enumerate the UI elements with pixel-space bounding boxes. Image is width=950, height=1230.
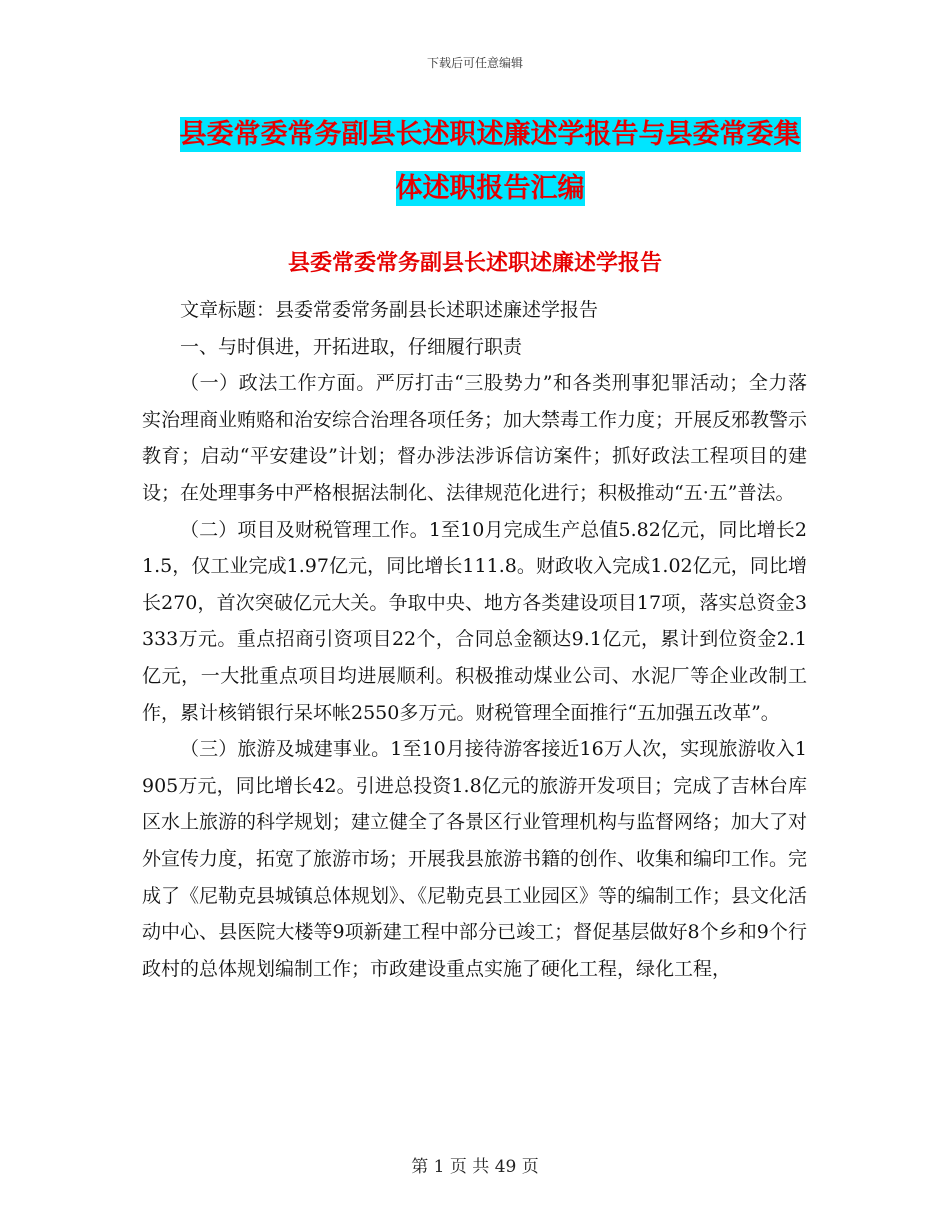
page-footer: 第 1 页 共 49 页 <box>411 1157 539 1177</box>
main-title <box>150 108 830 216</box>
paragraph-tourism-construction: （三）旅游及城建事业。1至10月接待游客接近16万人次，实现旅游收入1905万元，同比增长42。引进总投资1.8亿元的旅游开发项目；完成了吉林台库区水上旅游的科学规划；建立健全了各景区行业管理机构与监督网络；加大了对外宣传力度，拓宽了旅游市场；开展我县旅游书籍的创作、收集和编印工作。完成了《尼勒克县城镇总体规划》、《尼勒克县工业园区》等的编制工作；县文化活动中心、县医院大楼等9项新建工程中部分已竣工；督促基层做好8个乡和9个行政村的总体规划编制工作；市政建设重点实施了硬化工程，绿化工程， <box>142 738 808 980</box>
document-body <box>142 292 807 987</box>
paragraph-politics-law: （一）政法工作方面。严厉打击“三股势力”和各类刑事犯罪活动；全力落实治理商业贿赂和治安综合治理各项任务；加大禁毒工作力度；开展反邪教警示教育；启动“平安建设”计划；督办涉法涉诉信访案件；抓好政法工程项目的建设；在处理事务中严格根据法制化、法律规范化进行；积极推动“五·五”普法。 <box>142 372 808 504</box>
main-title-line-2: 体述职报告汇编 <box>395 173 585 204</box>
sub-title: 县委常委常务副县长述职述廉述学报告 <box>287 250 662 276</box>
header-note: 下载后可任意编辑 <box>426 56 523 70</box>
paragraph-projects-finance: （二）项目及财税管理工作。1至10月完成生产总值5.82亿元，同比增长21.5，仅工业完成1.97亿元，同比增长111.8。财政收入完成1.02亿元，同比增长270，首次突破亿元大关。争取中央、地方各类建设项目17项，落实总资金3333万元。重点招商引资项目22个，合同总金额达9.1亿元，累计到位资金2.1亿元，一大批重点项目均进展顺利。积极推动煤业公司、水泥厂等企业改制工作，累计核销银行呆坏帐2550多万元。财税管理全面推行“五加强五改革”。 <box>142 518 807 724</box>
paragraph-article-title: 文章标题：县委常委常务副县长述职述廉述学报告 <box>180 299 599 321</box>
paragraph-section-heading: 一、与时俱进，开拓进取，仔细履行职责 <box>180 335 523 358</box>
main-title-line-1: 县委常委常务副县长述职述廉述学报告与县委常委集 <box>179 119 801 150</box>
